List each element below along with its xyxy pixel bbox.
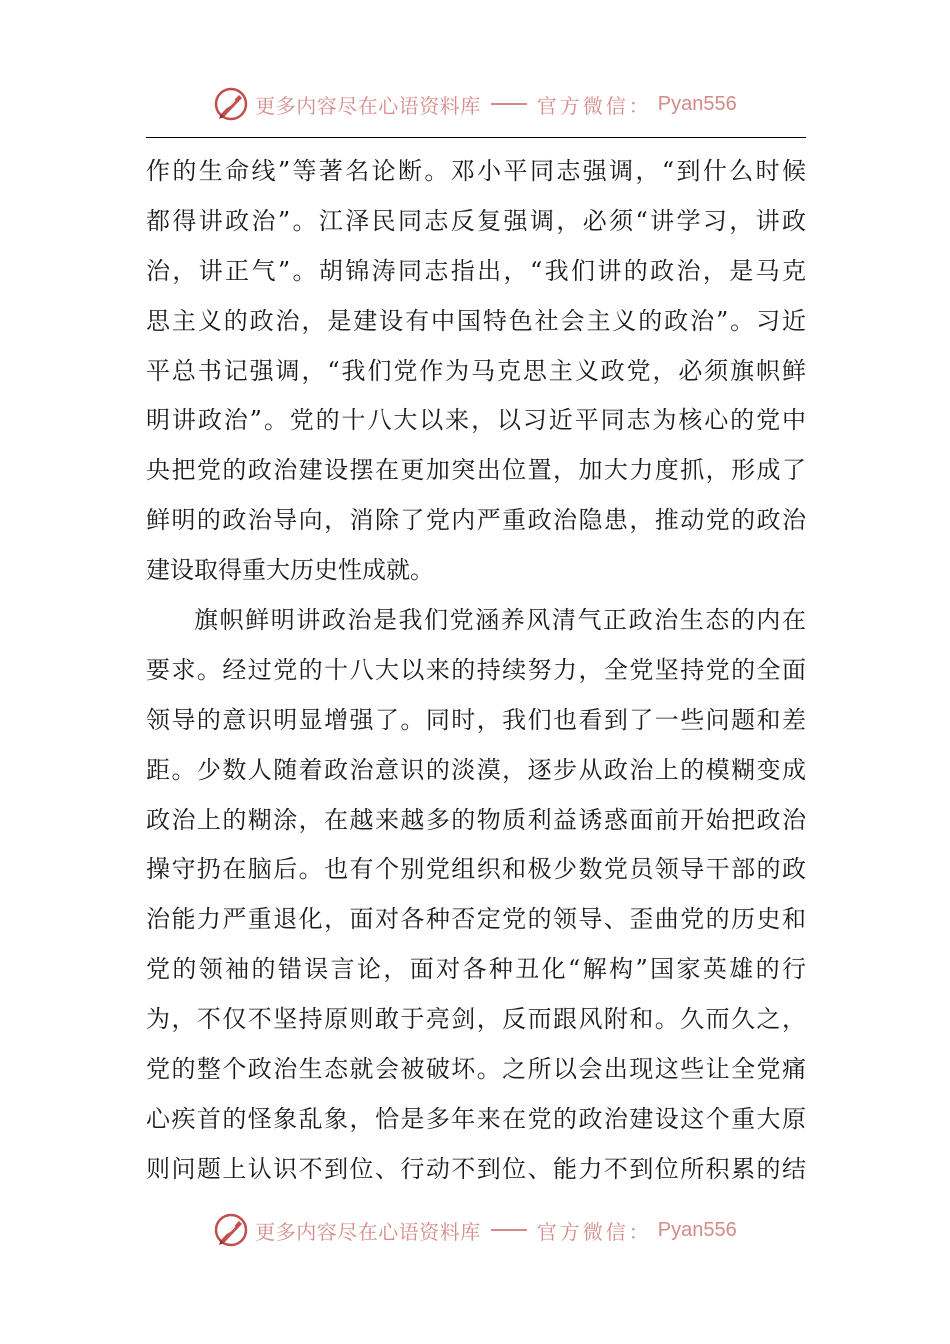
text-line: 距。少数人随着政治意识的淡漠，逐步从政治上的模糊变成: [146, 755, 806, 784]
text-line: 平总书记强调，“我们党作为马克思主义政党，必须旗帜鲜: [146, 356, 806, 385]
paragraph-2: [146, 596, 806, 1195]
watermark-contact-id: Pyan556: [657, 92, 737, 115]
paragraph-1: [146, 147, 806, 596]
pen-logo-icon: [213, 86, 249, 122]
pen-logo-icon: [213, 1212, 249, 1248]
text-line: 思主义的政治，是建设有中国特色社会主义的政治”。习近: [146, 306, 806, 335]
document-body: [146, 147, 806, 1195]
text-line: 心疾首的怪象乱象，恰是多年来在党的政治建设这个重大原: [146, 1104, 806, 1133]
text-line: 都得讲政治”。江泽民同志反复强调，必须“讲学习，讲政: [146, 206, 806, 235]
watermark-brand-text: 更多内容尽在心语资料库: [255, 1219, 481, 1244]
header-divider: [146, 137, 806, 138]
text-line: 政治上的糊涂，在越来越多的物质利益诱惑面前开始把政治: [146, 805, 806, 834]
text-line: 明讲政治”。党的十八大以来，以习近平同志为核心的党中: [146, 406, 806, 435]
text-line: 党的整个政治生态就会被破坏。之所以会出现这些让全党痛: [146, 1055, 806, 1084]
footer-watermark: [0, 1208, 950, 1252]
header-watermark: [0, 82, 950, 126]
watermark-brand-text: 更多内容尽在心语资料库: [255, 93, 481, 118]
text-line: 建设取得重大历史性成就。: [146, 556, 434, 585]
watermark-contact-label: 官方微信：: [536, 93, 652, 118]
watermark-contact-label: 官方微信：: [536, 1219, 652, 1244]
watermark-contact-id: Pyan556: [657, 1218, 737, 1241]
text-line: 治，讲正气”。胡锦涛同志指出，“我们讲的政治，是马克: [146, 256, 806, 285]
text-line: 央把党的政治建设摆在更加突出位置，加大力度抓，形成了: [146, 456, 806, 485]
text-line: 则问题上认识不到位、行动不到位、能力不到位所积累的结: [146, 1154, 806, 1183]
text-line: 旗帜鲜明讲政治是我们党涵养风清气正政治生态的内在: [194, 606, 806, 635]
text-line: 党的领袖的错误言论，面对各种丑化“解构”国家英雄的行: [146, 955, 806, 984]
watermark-dash: [491, 103, 527, 105]
text-line: 治能力严重退化，面对各种否定党的领导、歪曲党的历史和: [146, 905, 806, 934]
text-line: 领导的意识明显增强了。同时，我们也看到了一些问题和差: [146, 705, 806, 734]
text-line: 为，不仅不坚持原则敢于亮剑，反而跟风附和。久而久之，: [146, 1005, 806, 1034]
watermark-dash: [491, 1229, 527, 1231]
text-line: 操守扔在脑后。也有个别党组织和极少数党员领导干部的政: [146, 855, 806, 884]
text-line: 作的生命线”等著名论断。邓小平同志强调，“到什么时候: [146, 157, 806, 185]
text-line: 要求。经过党的十八大以来的持续努力，全党坚持党的全面: [146, 655, 806, 684]
text-line: 鲜明的政治导向，消除了党内严重政治隐患，推动党的政治: [146, 506, 806, 535]
